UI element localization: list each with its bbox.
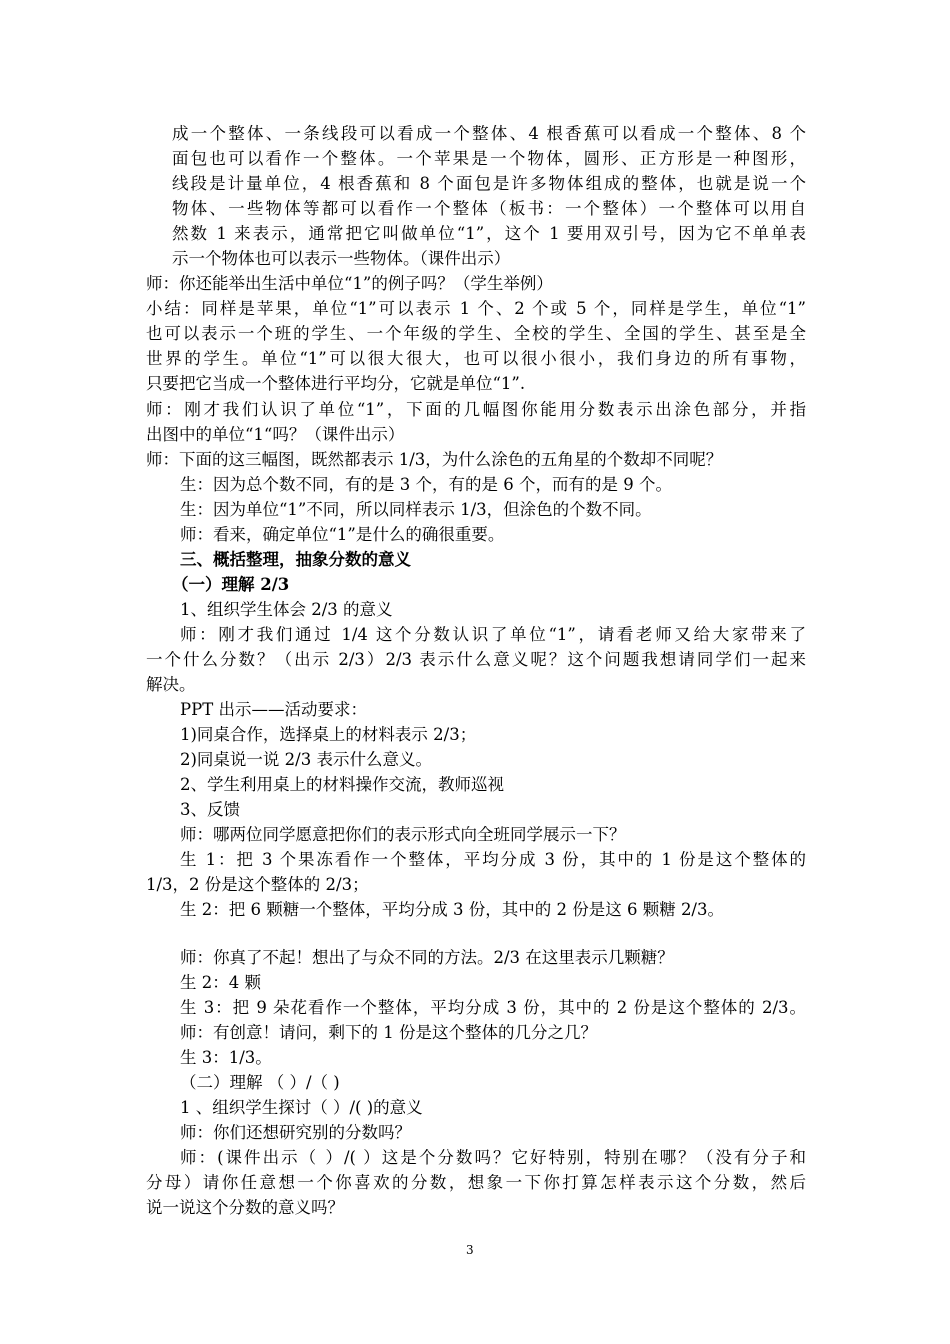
text-line: 2)同桌说一说 2/3 表示什么意义。	[180, 750, 432, 769]
text-line: 解决。	[146, 675, 196, 694]
text-line: 出图中的单位“1“吗？（课件出示）	[146, 425, 405, 444]
text-line: 然数 1 来表示，通常把它叫做单位“1”，这个 1 要用双引号，因为它不单单表	[172, 224, 806, 243]
text-line: 师：你还能举出生活中单位“1”的例子吗？（学生举例）	[146, 274, 553, 293]
text-line: 物体、一些物体等都可以看作一个整体（板书：一个整体）一个整体可以用自	[172, 199, 806, 218]
text-line: 1)同桌合作，选择桌上的材料表示 2/3；	[180, 725, 477, 744]
text-line: 生 3：把 9 朵花看作一个整体，平均分成 3 份，其中的 2 份是这个整体的 2/3。	[180, 998, 806, 1017]
text-line: 说一说这个分数的意义吗？	[146, 1198, 344, 1217]
page-number: 3	[466, 1243, 474, 1257]
text-line: 1/3，2 份是这个整体的 2/3；	[146, 875, 369, 894]
text-line: 示一个物体也可以表示一些物体。（课件出示）	[172, 249, 511, 268]
text-line: 1、组织学生体会 2/3 的意义	[180, 600, 393, 619]
text-line: 师：看来，确定单位“1”是什么的确很重要。	[180, 525, 505, 544]
section-heading: 三、概括整理，抽象分数的意义	[180, 550, 411, 569]
text-line: 一个什么分数？（出示 2/3）2/3 表示什么意义呢？这个问题我想请同学们一起来	[146, 650, 806, 669]
text-line: 师：你真了不起！想出了与众不同的方法。2/3 在这里表示几颗糖？	[180, 948, 674, 967]
subsection-heading: （一）理解 2/3	[172, 575, 290, 594]
text-line: 只要把它当成一个整体进行平均分，它就是单位“1”.	[146, 374, 526, 393]
text-line: 师：刚才我们认识了单位“1”，下面的几幅图你能用分数表示出涂色部分，并指	[146, 400, 806, 419]
text-line: 生 3：1/3。	[180, 1048, 272, 1067]
text-line: 1 、组织学生探讨（ ）/( )的意义	[180, 1098, 423, 1117]
text-line: 2、学生利用桌上的材料操作交流，教师巡视	[180, 775, 504, 794]
text-line: 也可以表示一个班的学生、一个年级的学生、全校的学生、全国的学生、甚至是全	[146, 324, 806, 343]
text-line: 生 2：4 颗	[180, 973, 261, 992]
text-line: 师：哪两位同学愿意把你们的表示形式向全班同学展示一下？	[180, 825, 626, 844]
text-line: 分母）请你任意想一个你喜欢的分数，想象一下你打算怎样表示这个分数，然后	[146, 1173, 806, 1192]
text-line: 生：因为单位“1”不同，所以同样表示 1/3，但涂色的个数不同。	[180, 500, 652, 519]
text-line: 师：下面的这三幅图，既然都表示 1/3，为什么涂色的五角星的个数却不同呢？	[146, 450, 723, 469]
text-line: 师：有创意！请问，剩下的 1 份是这个整体的几分之几？	[180, 1023, 597, 1042]
text-line: 小结：同样是苹果，单位“1”可以表示 1 个、2 个或 5 个，同样是学生，单位“1”	[146, 299, 806, 318]
text-line: 师：刚才我们通过 1/4 这个分数认识了单位“1”，请看老师又给大家带来了	[180, 625, 806, 644]
text-line: 生 2：把 6 颗糖一个整体，平均分成 3 份，其中的 2 份是这 6 颗糖 2/3。	[180, 900, 724, 919]
subsection-heading: （二）理解 （ ）/（ )	[180, 1073, 340, 1092]
text-line: 成一个整体、一条线段可以看成一个整体、4 根香蕉可以看成一个整体、8 个	[172, 124, 806, 143]
text-line: 线段是计量单位，4 根香蕉和 8 个面包是许多物体组成的整体，也就是说一个	[172, 174, 806, 193]
text-line: PPT 出示——活动要求：	[180, 700, 367, 719]
text-line: 师：(课件出示（ ）/( ）这是个分数吗？它好特别，特别在哪？（没有分子和	[180, 1148, 806, 1167]
text-line: 生 1：把 3 个果冻看作一个整体，平均分成 3 份，其中的 1 份是这个整体的	[180, 850, 806, 869]
text-line: 生：因为总个数不同，有的是 3 个，有的是 6 个，而有的是 9 个。	[180, 475, 672, 494]
text-line: 3、反馈	[180, 800, 240, 819]
text-line: 世界的学生。单位“1”可以很大很大，也可以很小很小，我们身边的所有事物，	[146, 349, 806, 368]
text-line: 师：你们还想研究别的分数吗？	[180, 1123, 411, 1142]
text-line: 面包也可以看作一个整体。一个苹果是一个物体，圆形、正方形是一种图形，	[172, 149, 806, 168]
